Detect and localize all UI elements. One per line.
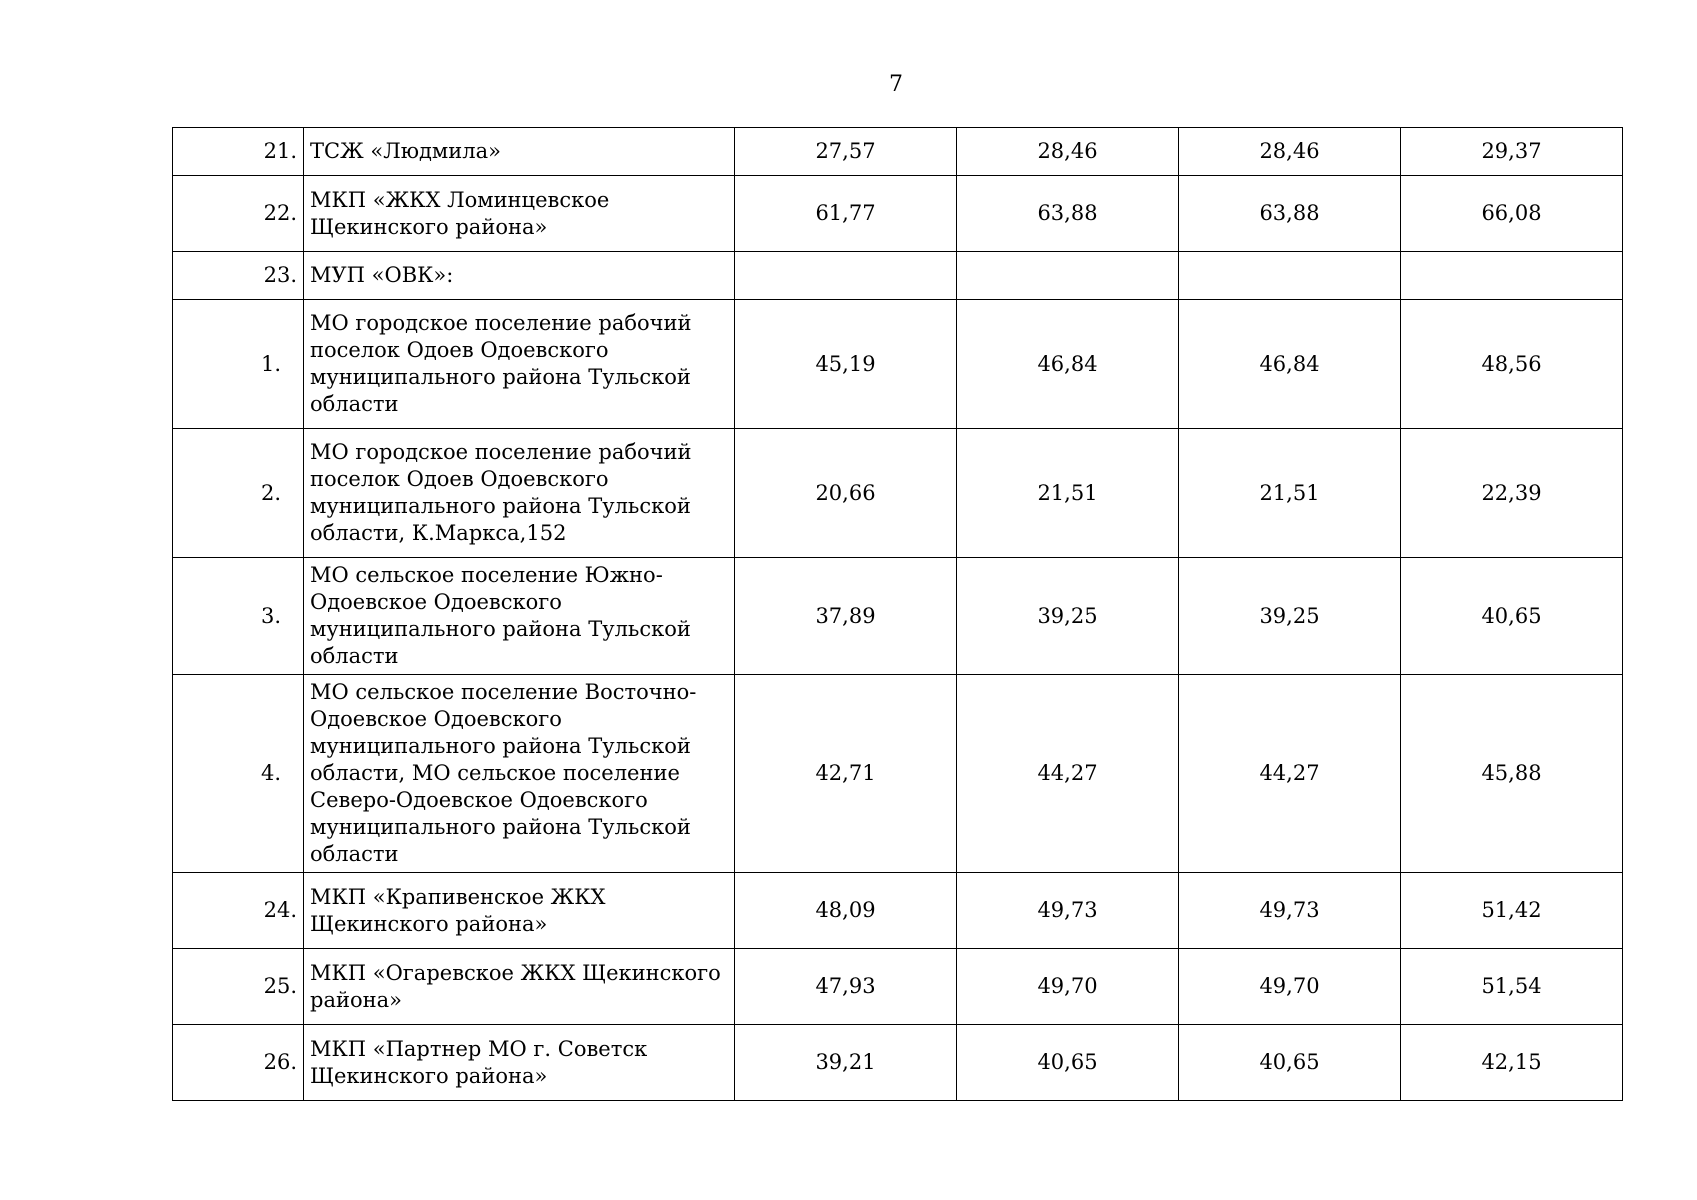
tariff-table (172, 127, 1623, 1101)
row-number: 3. (173, 558, 304, 675)
value-cell-4: 42,15 (1401, 1025, 1623, 1101)
row-number: 2. (173, 429, 304, 558)
organization-name: МКП «Крапивенское ЖКХ Щекинского района» (304, 873, 735, 949)
organization-name: МО городское поселение рабочий поселок Одоев Одоевского муниципального района Тульской области (304, 300, 735, 429)
row-number: 22. (173, 176, 304, 252)
value-cell-2: 28,46 (957, 128, 1179, 176)
value-cell-2: 39,25 (957, 558, 1179, 675)
value-cell-3: 63,88 (1179, 176, 1401, 252)
table-row (173, 949, 1623, 1025)
organization-name: МКП «Огаревское ЖКХ Щекинского района» (304, 949, 735, 1025)
value-cell-1: 47,93 (735, 949, 957, 1025)
value-cell-3: 39,25 (1179, 558, 1401, 675)
value-cell-3: 49,70 (1179, 949, 1401, 1025)
value-cell-4: 48,56 (1401, 300, 1623, 429)
table-row (173, 1025, 1623, 1101)
organization-name: МО сельское поселение Восточно-Одоевское Одоевского муниципального района Тульской области, МО сельское поселение Северо-Одоевское Одоевского муниципального района Тульской области (304, 675, 735, 873)
table-row (173, 873, 1623, 949)
value-cell-1 (735, 252, 957, 300)
row-number: 4. (173, 675, 304, 873)
organization-name: МО сельское поселение Южно-Одоевское Одоевского муниципального района Тульской области (304, 558, 735, 675)
value-cell-3: 44,27 (1179, 675, 1401, 873)
value-cell-2: 49,70 (957, 949, 1179, 1025)
value-cell-4: 22,39 (1401, 429, 1623, 558)
value-cell-2 (957, 252, 1179, 300)
table-row (173, 558, 1623, 675)
table-row (173, 429, 1623, 558)
value-cell-3: 46,84 (1179, 300, 1401, 429)
value-cell-4: 66,08 (1401, 176, 1623, 252)
value-cell-2: 46,84 (957, 300, 1179, 429)
value-cell-3: 49,73 (1179, 873, 1401, 949)
organization-name: МО городское поселение рабочий поселок Одоев Одоевского муниципального района Тульской области, К.Маркса,152 (304, 429, 735, 558)
organization-name: МКП «ЖКХ Ломинцевское Щекинского района» (304, 176, 735, 252)
value-cell-4: 45,88 (1401, 675, 1623, 873)
value-cell-4: 29,37 (1401, 128, 1623, 176)
row-number: 26. (173, 1025, 304, 1101)
value-cell-1: 37,89 (735, 558, 957, 675)
row-number: 24. (173, 873, 304, 949)
table-row (173, 252, 1623, 300)
value-cell-2: 40,65 (957, 1025, 1179, 1101)
value-cell-1: 45,19 (735, 300, 957, 429)
value-cell-2: 21,51 (957, 429, 1179, 558)
value-cell-3: 40,65 (1179, 1025, 1401, 1101)
value-cell-2: 44,27 (957, 675, 1179, 873)
value-cell-1: 27,57 (735, 128, 957, 176)
value-cell-1: 42,71 (735, 675, 957, 873)
value-cell-4 (1401, 252, 1623, 300)
value-cell-3: 28,46 (1179, 128, 1401, 176)
page-number: 7 (889, 72, 903, 97)
row-number: 25. (173, 949, 304, 1025)
value-cell-1: 39,21 (735, 1025, 957, 1101)
value-cell-1: 61,77 (735, 176, 957, 252)
value-cell-1: 48,09 (735, 873, 957, 949)
organization-name: МКП «Партнер МО г. Советск Щекинского района» (304, 1025, 735, 1101)
row-number: 23. (173, 252, 304, 300)
value-cell-3 (1179, 252, 1401, 300)
value-cell-2: 63,88 (957, 176, 1179, 252)
value-cell-4: 51,54 (1401, 949, 1623, 1025)
value-cell-1: 20,66 (735, 429, 957, 558)
value-cell-4: 40,65 (1401, 558, 1623, 675)
row-number: 21. (173, 128, 304, 176)
table-row (173, 128, 1623, 176)
table-row (173, 176, 1623, 252)
value-cell-3: 21,51 (1179, 429, 1401, 558)
row-number: 1. (173, 300, 304, 429)
organization-name: МУП «ОВК»: (304, 252, 735, 300)
value-cell-2: 49,73 (957, 873, 1179, 949)
table-row (173, 300, 1623, 429)
table-row (173, 675, 1623, 873)
value-cell-4: 51,42 (1401, 873, 1623, 949)
organization-name: ТСЖ «Людмила» (304, 128, 735, 176)
